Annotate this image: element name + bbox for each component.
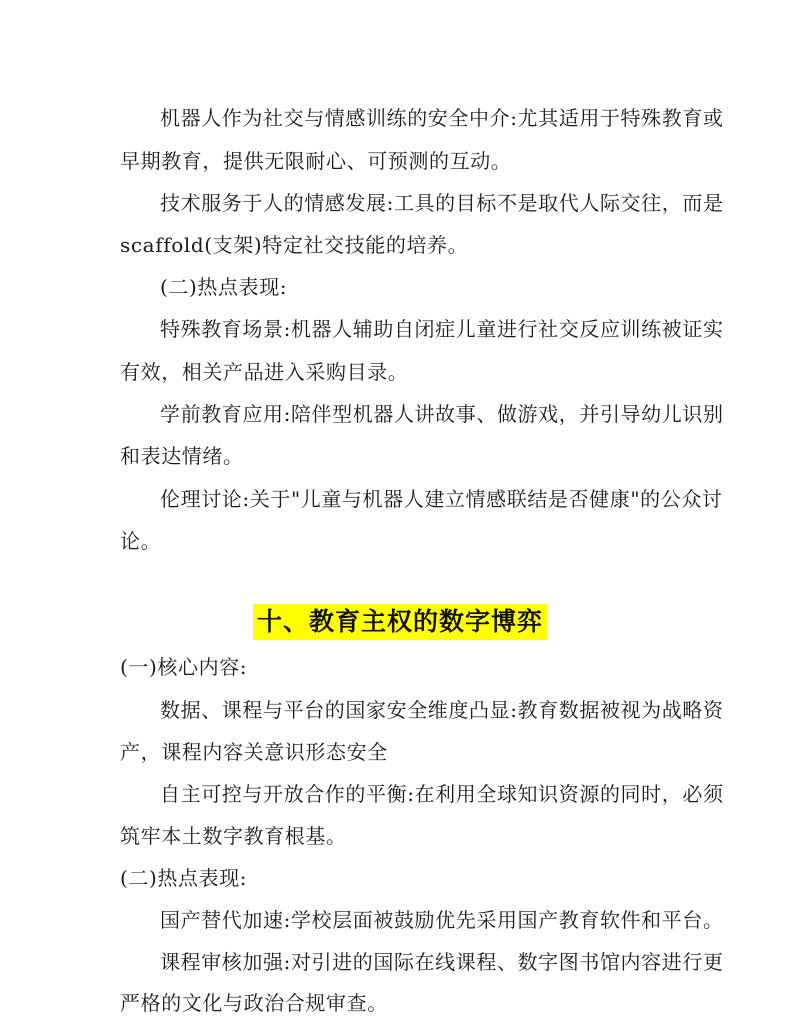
paragraph-line: scaffold(支架)特定社交技能的培养。 [120, 233, 469, 257]
subheading-line: (一)核心内容: [120, 655, 248, 679]
paragraph-line: 机器人作为社交与情感训练的安全中介:尤其适用于特殊教育或 [160, 106, 724, 130]
paragraph-line: 早期教育，提供无限耐心、可预测的互动。 [120, 149, 512, 173]
paragraph-line: 论。 [120, 529, 162, 553]
paragraph-line: 课程审核加强:对引进的国际在线课程、数字图书馆内容进行更 [160, 950, 724, 974]
paragraph-line: 有效，相关产品进入采购目录。 [120, 360, 409, 384]
paragraph-line: 自主可控与开放合作的平衡:在利用全球知识资源的同时，必须 [160, 782, 724, 806]
subheading-line: (二)热点表现: [120, 866, 248, 890]
paragraph-line: 和表达情绪。 [120, 444, 244, 468]
section-heading: 十、教育主权的数字博弈 [253, 604, 547, 640]
paragraph-line: 筑牢本土数字教育根基。 [120, 824, 347, 848]
paragraph-line: 国产替代加速:学校层面被鼓励优先采用国产教育软件和平台。 [160, 908, 724, 932]
paragraph-line: 产，课程内容关意识形态安全 [120, 740, 388, 764]
paragraph-line: 严格的文化与政治合规审查。 [120, 991, 388, 1015]
paragraph-line: 学前教育应用:陪伴型机器人讲故事、做游戏，并引导幼儿识别 [160, 402, 724, 426]
paragraph-line: 特殊教育场景:机器人辅助自闭症儿童进行社交反应训练被证实 [160, 317, 724, 341]
subheading-line: (二)热点表现: [160, 275, 288, 299]
section-heading-wrap [0, 604, 800, 640]
paragraph-line: 数据、课程与平台的国家安全维度凸显:教育数据被视为战略资 [160, 698, 724, 722]
paragraph-line: 伦理讨论:关于"儿童与机器人建立情感联结是否健康"的公众讨 [160, 487, 723, 511]
paragraph-line: 技术服务于人的情感发展:工具的目标不是取代人际交往，而是 [160, 191, 724, 215]
